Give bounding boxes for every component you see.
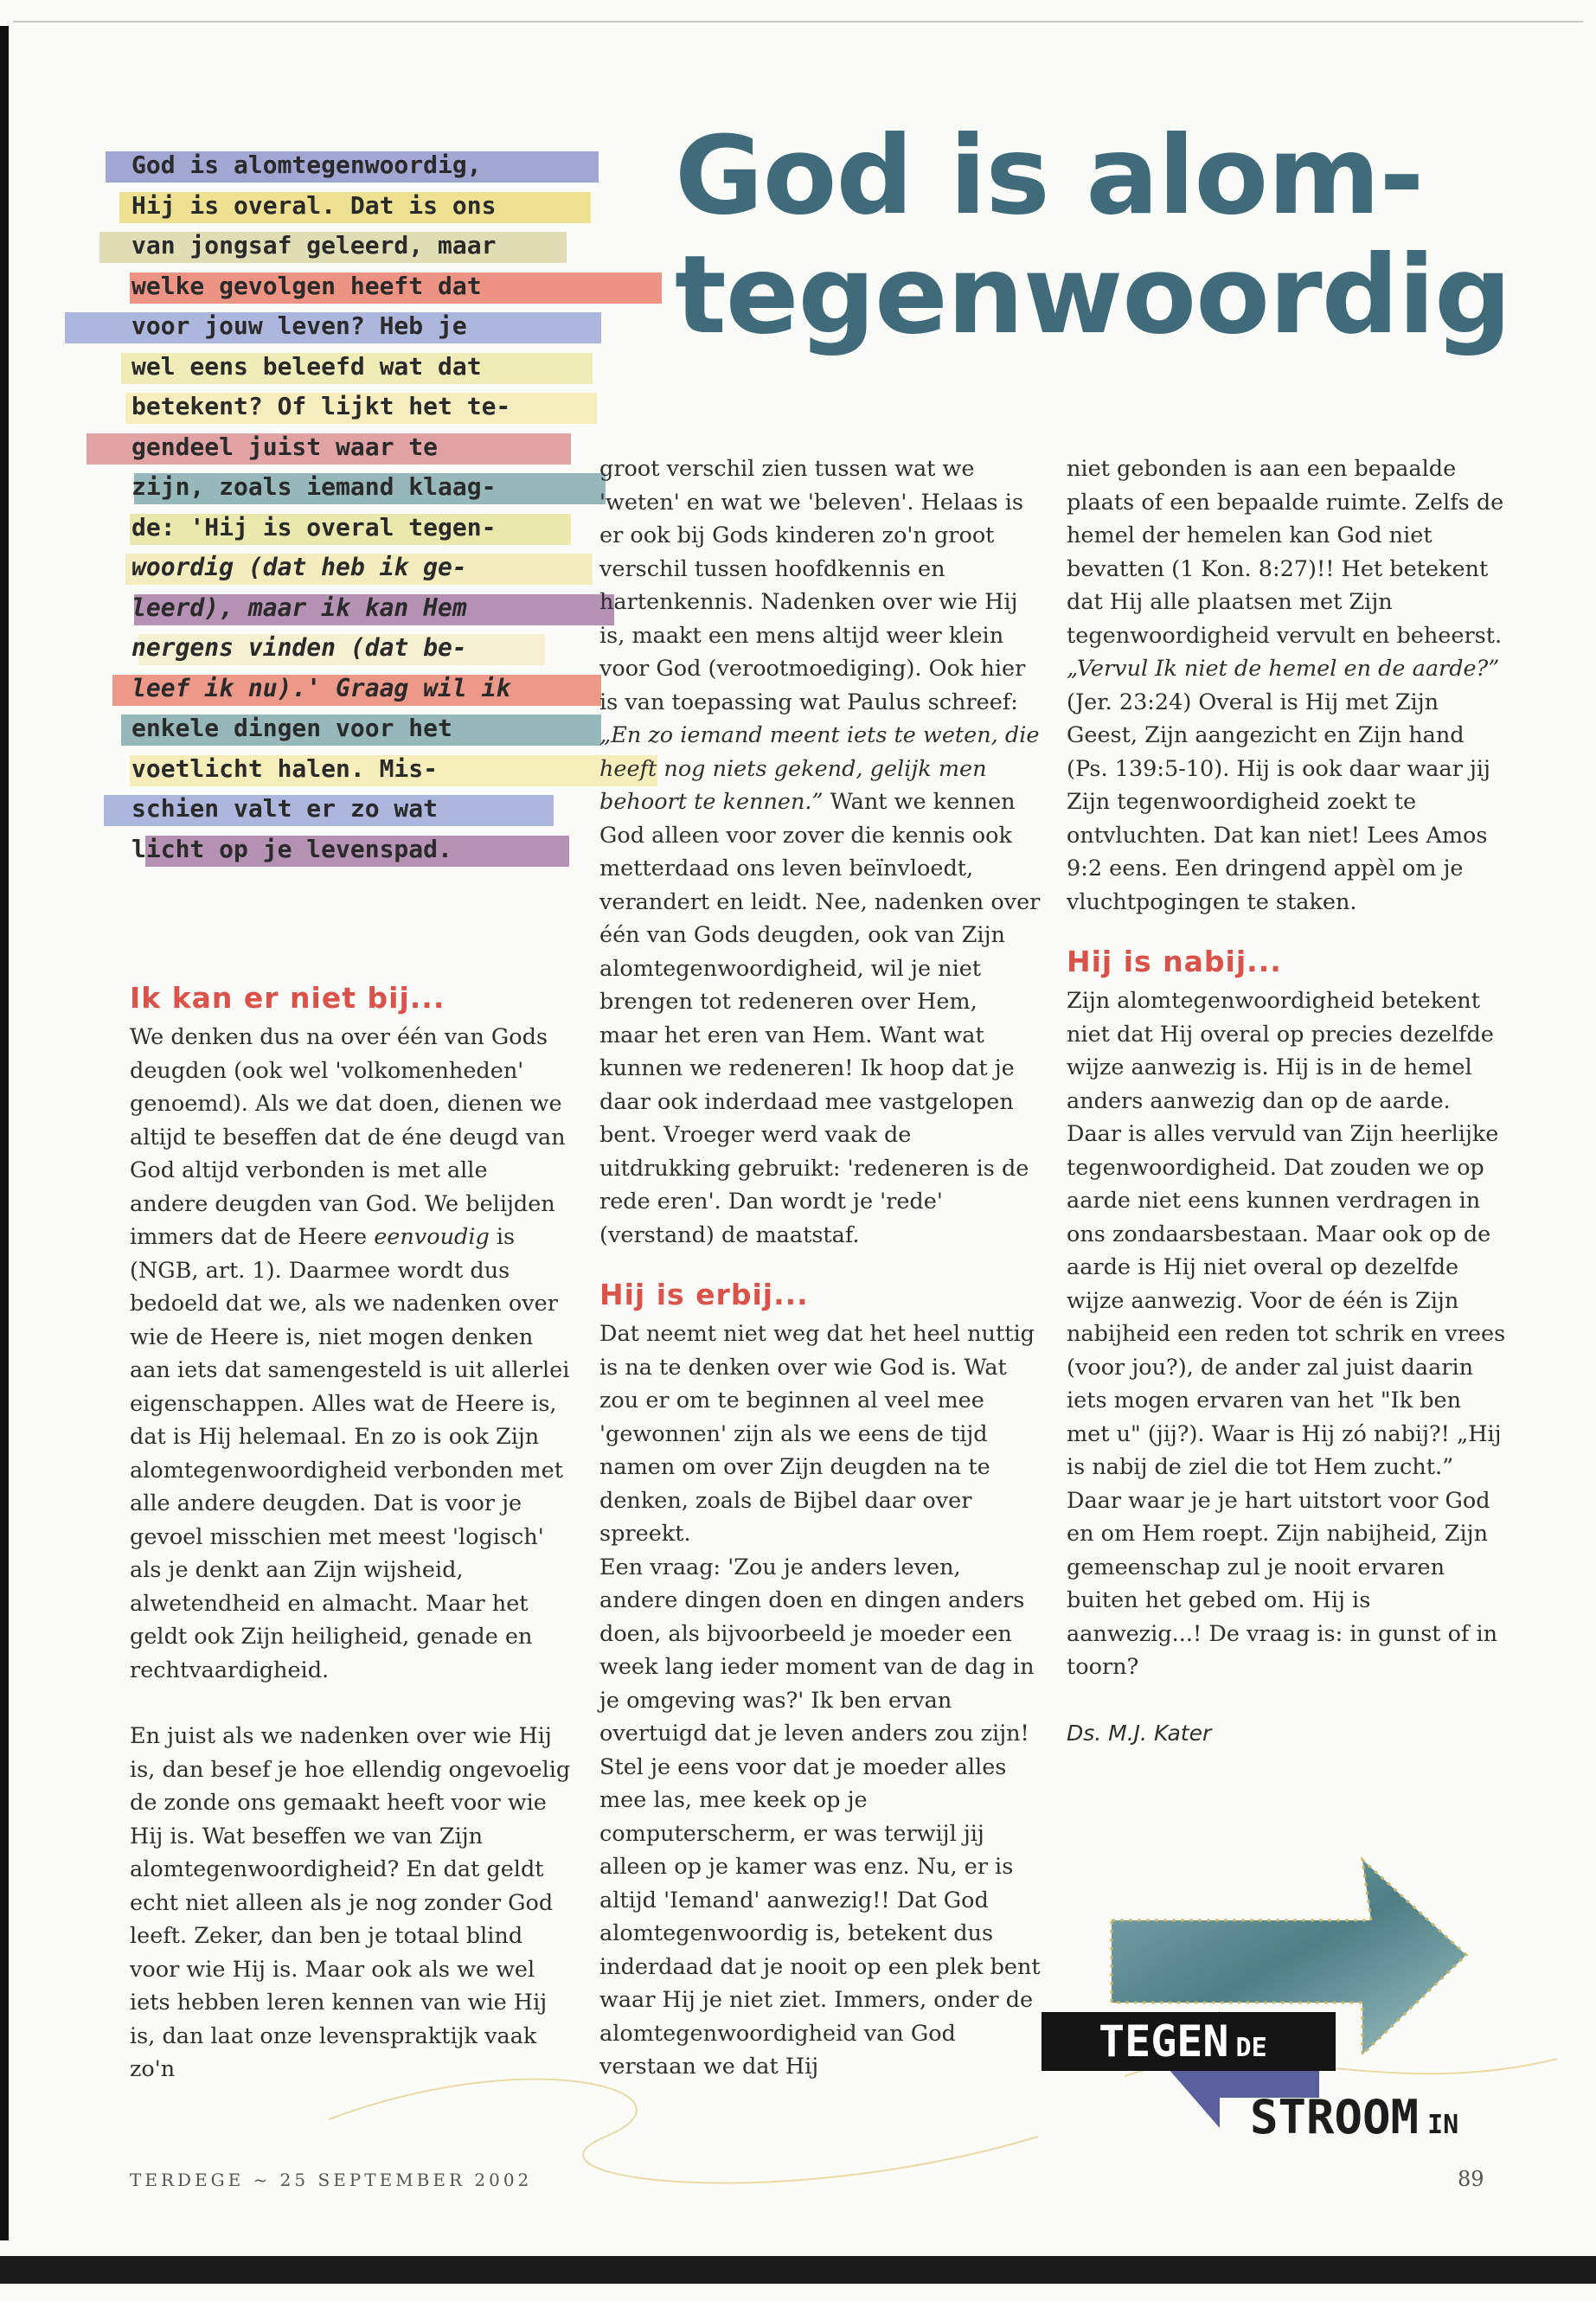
intro-line: God is alomtegenwoordig, bbox=[61, 145, 614, 186]
intro-line: betekent? Of lijkt het te- bbox=[61, 387, 614, 427]
page-edge-left bbox=[0, 26, 9, 2240]
intro-line: woordig (dat heb ik ge- bbox=[61, 548, 614, 588]
article-title bbox=[675, 113, 1557, 358]
section-heading: Hij is erbij... bbox=[599, 1278, 809, 1311]
paragraph: We denken dus na over één van Gods deugden (ook wel 'volkomenheden' genoemd). Als we dat doen, dienen we altijd te beseffen dat de éne deugd van God altijd verbonden is met alle andere deugden van God. We belijden immers dat de Heere eenvoudig is (NGB, art. 1). Daarmee wordt dus bedoeld dat we, als we nadenken over wie de Heere is, niet mogen denken aan iets dat samengesteld is uit allerlei eigenschappen. Alles wat de Heere is, dat is Hij helemaal. En zo is ook Zijn alomtegenwoordigheid verbonden met alle andere deugden. Dat is voor je gevoel misschien met meest 'logisch' als je denkt aan Zijn wijsheid, alwetendheid en almacht. Maar het geldt ook Zijn heiligheid, genade en rechtvaardigheid. bbox=[130, 1024, 570, 1683]
column-2 bbox=[599, 452, 1041, 2084]
paragraph: Zijn alomtegenwoordigheid betekent niet dat Hij overal op precies dezelfde wijze aanwezig is. Hij is in de hemel anders aanwezig dan op de aarde. Daar is alles vervuld van Zijn heerlijke tegenwoordigheid. Dat zouden we op aarde niet eens kunnen verdragen in ons zondaarsbestaan. Maar ook op de aarde is Hij niet overal op dezelfde wijze aanwezig. Voor de één is Zijn nabijheid een reden tot schrik en vrees (voor jou?), de ander zal juist daarin iets mogen ervaren van het "Ik ben met u" (jij?). Waar is Hij zó nabij?! „Hij is nabij de ziel die tot Hem zucht.” Daar waar je je hart uitstort voor God en om Hem roept. Zijn nabijheid, Zijn gemeenschap zul je nooit ervaren buiten het gebed om. Hij is aanwezig...! De vraag is: in gunst of in toorn? bbox=[1067, 988, 1506, 1680]
intro-line: de: 'Hij is overal tegen- bbox=[61, 508, 614, 548]
paragraph: Dat neemt niet weg dat het heel nuttig is na te denken over wie God is. Wat zou er om te beginnen al veel mee 'gewonnen' zijn als we eens de tijd namen om over Zijn deugden na te denken, zoals de Bijbel daar over spreekt. bbox=[599, 1321, 1035, 1547]
title-line-1: God is alom- bbox=[675, 113, 1424, 239]
section-heading: Hij is nabij... bbox=[1067, 945, 1282, 978]
intro-line: welke gevolgen heeft dat bbox=[61, 266, 614, 307]
intro-line: voor jouw leven? Heb je bbox=[61, 306, 614, 347]
section-heading: Ik kan er niet bij... bbox=[130, 981, 445, 1015]
paragraph: Een vraag: 'Zou je anders leven, andere dingen doen en dingen anders doen, als bijvoorbeeld je moeder een week lang ieder moment van de dag in je omgeving was?' Ik ben ervan overtuigd dat je leven anders zou zijn! Stel je eens voor dat je moeder alles mee las, mee keek op je computerscherm, er was terwijl jij alleen op je kamer was enz. Nu, er is altijd 'Iemand' aanwezig!! Dat God alomtegenwoordig is, betekent dus inderdaad dat je nooit op een plek bent waar Hij je niet ziet. Immers, onder de alomtegenwoordigheid van God verstaan we dat Hij bbox=[599, 1554, 1041, 2080]
paragraph: En juist als we nadenken over wie Hij is, dan besef je hoe ellendig ongevoelig de zonde ons gemaakt heeft voor wie Hij is. Wat beseffen we van Zijn alomtegenwoordigheid? En dat geldt echt niet alleen als je nog zonder God leeft. Zeker, dan ben je totaal blind voor wie Hij is. Maar ook als we wel iets hebben leren kennen van wie Hij is, dan laat onze levenspraktijk vaak zo'n bbox=[130, 1723, 571, 2082]
paragraph: niet gebonden is aan een bepaalde plaats of een bepaalde ruimte. Zelfs de hemel der hemelen kan God niet bevatten (1 Kon. 8:27)!! Het betekent dat Hij alle plaatsen met Zijn tegenwoordigheid vervult en beheerst. „Vervul Ik niet de hemel en de aarde?” (Jer. 23:24) Overal is Hij met Zijn Geest, Zijn aangezicht en Zijn hand (Ps. 139:5-10). Hij is ook daar waar jij Zijn tegenwoordigheid zoekt te ontvluchten. Dat kan niet! Lees Amos 9:2 eens. Een dringend appèl om je vluchtpogingen te staken. bbox=[1067, 456, 1504, 915]
intro-line: schien valt er zo wat bbox=[61, 789, 614, 830]
intro-line: leef ik nu).' Graag wil ik bbox=[61, 669, 614, 709]
logo-stroom-in: STROOM IN bbox=[1250, 2090, 1459, 2144]
column-3 bbox=[1067, 452, 1508, 1750]
intro-line: gendeel juist waar te bbox=[61, 427, 614, 468]
paragraph: groot verschil zien tussen wat we 'weten' en wat we 'beleven'. Helaas is er ook bij Gods kinderen zo'n groot verschil tussen hoofdkennis en hartenkennis. Nadenken over wie Hij is, maakt een mens altijd weer klein voor God (verootmoediging). Ook hier is van toepassing wat Paulus schreef: „En zo iemand meent iets te weten, die heeft nog niets gekend, gelijk men behoort te kennen.” Want we kennen God alleen voor zover die kennis ook metterdaad ons leven beïnvloedt, verandert en leidt. Nee, nadenken over één van Gods deugden, ook van Zijn alomtegenwoordigheid, wil je niet brengen tot redeneren over Hem, maar het eren van Hem. Want wat kunnen we redeneren! Ik hoop dat je daar ook inderdaad mee vastgelopen bent. Vroeger werd vaak de uitdrukking gebruikt: 'redeneren is de rede eren'. Dan wordt je 'rede' (verstand) de maatstaf. bbox=[599, 456, 1041, 1248]
author-signature: Ds. M.J. Kater bbox=[1067, 1720, 1212, 1746]
logo-tegen-de: TEGEN DE bbox=[1042, 2012, 1336, 2071]
intro-line: licht op je levenspad. bbox=[61, 830, 614, 870]
footer-publication: TERDEGE ~ 25 SEPTEMBER 2002 bbox=[130, 2170, 533, 2190]
bottom-bar bbox=[0, 2256, 1596, 2284]
page-number: 89 bbox=[1458, 2167, 1484, 2191]
intro-line: zijn, zoals iemand klaag- bbox=[61, 467, 614, 508]
intro-line: Hij is overal. Dat is ons bbox=[61, 186, 614, 227]
title-line-2: tegenwoordig bbox=[675, 232, 1511, 358]
intro-line: van jongsaf geleerd, maar bbox=[61, 226, 614, 266]
intro-line: leerd), maar ik kan Hem bbox=[61, 588, 614, 629]
intro-line: enkele dingen voor het bbox=[61, 708, 614, 749]
intro-line: voetlicht halen. Mis- bbox=[61, 749, 614, 790]
intro-line: nergens vinden (dat be- bbox=[61, 628, 614, 669]
intro-highlighted-text bbox=[61, 145, 614, 869]
top-rule bbox=[13, 21, 1583, 22]
intro-line: wel eens beleefd wat dat bbox=[61, 347, 614, 388]
column-1 bbox=[130, 979, 571, 2086]
